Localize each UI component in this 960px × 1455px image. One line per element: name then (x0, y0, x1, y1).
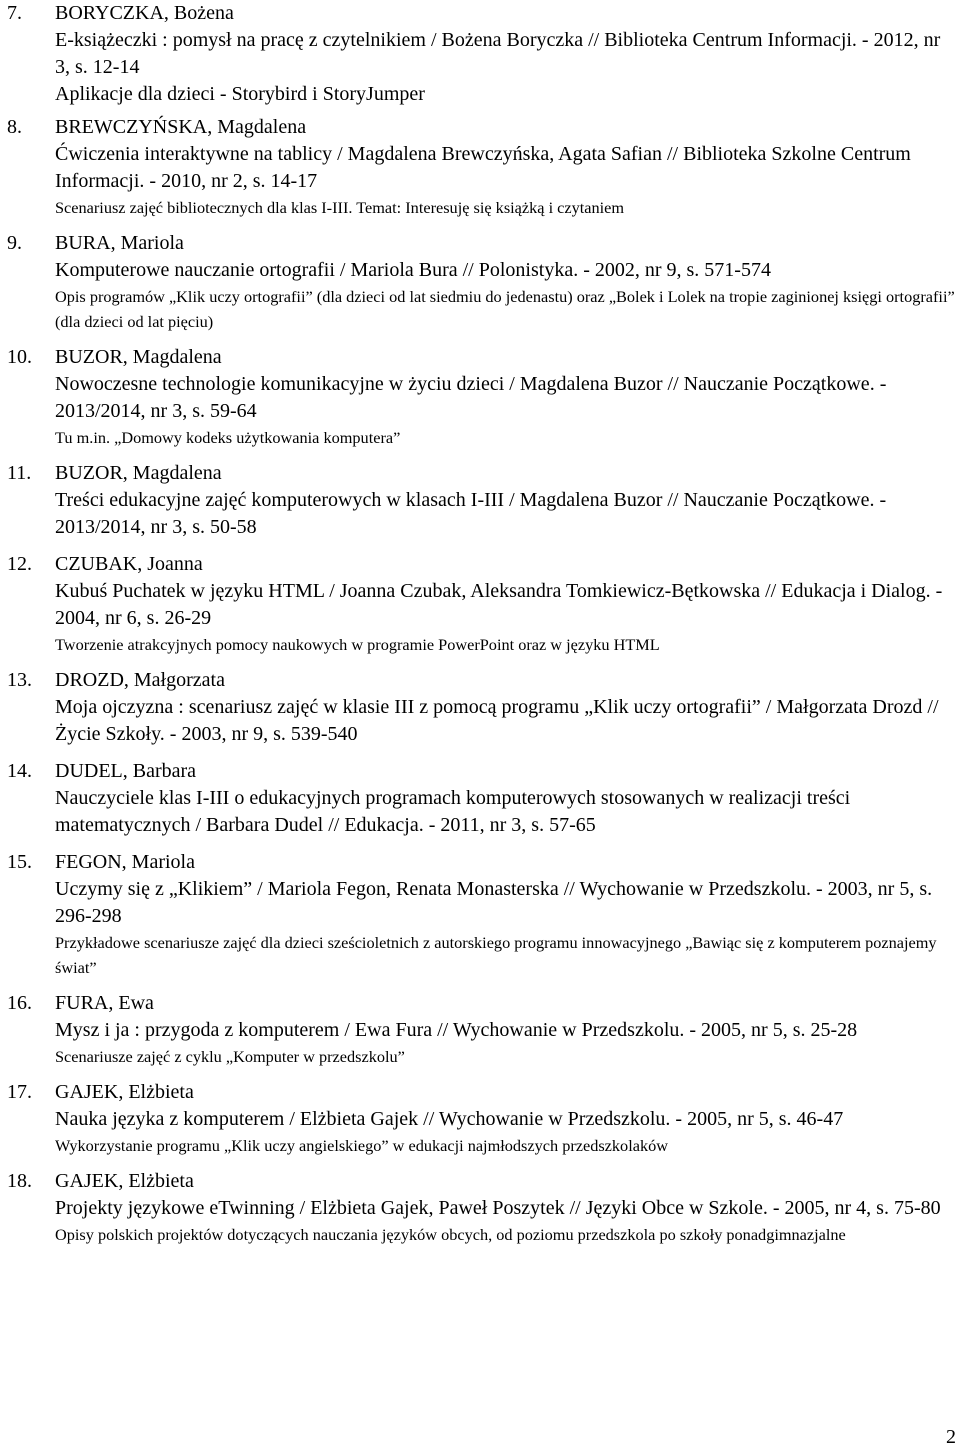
bibliography-entry (0, 551, 960, 657)
entry-author: BUZOR, Magdalena (55, 462, 222, 484)
bibliography-entry (0, 1168, 960, 1247)
entry-author: BREWCZYŃSKA, Magdalena (55, 116, 307, 138)
entry-citation: Nowoczesne technologie komunikacyjne w życiu dzieci / Magdalena Buzor // Nauczanie Początkowe. - 2013/2014, nr 3, s. 59-64 (55, 373, 887, 422)
entry-citation: Komputerowe nauczanie ortografii / Mariola Bura // Polonistyka. - 2002, nr 9, s. 571-574 (55, 259, 771, 281)
entry-note: Tu m.in. „Domowy kodeks użytkowania komputera” (55, 428, 401, 447)
entry-note: Aplikacje dla dzieci - Storybird i StoryJumper (55, 83, 425, 105)
entry-citation: Ćwiczenia interaktywne na tablicy / Magdalena Brewczyńska, Agata Safian // Biblioteka Szkolne Centrum Informacji. - 2010, nr 2, s. 14-17 (55, 143, 911, 192)
entry-author: BURA, Mariola (55, 232, 184, 254)
entry-author: GAJEK, Elżbieta (55, 1081, 194, 1103)
bibliography-entry (0, 849, 960, 980)
entry-number: 14. (7, 760, 32, 782)
bibliography-entry (0, 114, 960, 220)
entry-number: 7. (7, 2, 22, 24)
entry-number: 11. (7, 462, 32, 484)
entry-citation: Projekty językowe eTwinning / Elżbieta Gajek, Paweł Poszytek // Języki Obce w Szkole. - 2005, nr 4, s. 75-80 (55, 1197, 941, 1219)
entry-author: DUDEL, Barbara (55, 760, 197, 782)
entry-number: 12. (7, 553, 32, 575)
entry-number: 13. (7, 669, 32, 691)
entry-number: 18. (7, 1170, 32, 1192)
entry-number: 9. (7, 232, 22, 254)
entry-author: BUZOR, Magdalena (55, 346, 222, 368)
entry-note: Przykładowe scenariusze zajęć dla dzieci sześcioletnich z autorskiego programu innowacyjnego „Bawiąc się z komputerem poznajemy świat” (55, 933, 937, 977)
bibliography-entry (0, 0, 960, 108)
entry-note: Opis programów „Klik uczy ortografii” (dla dzieci od lat siedmiu do jedenastu) oraz „Bolek i Lolek na tropie zaginionej księgi ortografii” (dla dzieci od lat pięciu) (55, 287, 955, 331)
bibliography-entry (0, 344, 960, 450)
entry-author: DROZD, Małgorzata (55, 669, 225, 691)
entry-author: GAJEK, Elżbieta (55, 1170, 194, 1192)
bibliography-entry (0, 460, 960, 541)
entry-citation: Nauczyciele klas I-III o edukacyjnych programach komputerowych stosowanych w realizacji treści matematycznych / Barbara Dudel // Edukacja. - 2011, nr 3, s. 57-65 (55, 787, 851, 836)
entry-author: CZUBAK, Joanna (55, 553, 203, 575)
entry-number: 16. (7, 992, 32, 1014)
page-number: 2 (946, 1426, 956, 1448)
entry-number: 10. (7, 346, 32, 368)
bibliography-entry (0, 758, 960, 839)
entry-note: Tworzenie atrakcyjnych pomocy naukowych w programie PowerPoint oraz w języku HTML (55, 635, 660, 654)
entry-note: Wykorzystanie programu „Klik uczy angielskiego” w edukacji najmłodszych przedszkolaków (55, 1136, 668, 1155)
bibliography-entry (0, 990, 960, 1069)
entry-author: FEGON, Mariola (55, 851, 195, 873)
entry-citation: Treści edukacyjne zajęć komputerowych w klasach I-III / Magdalena Buzor // Nauczanie Początkowe. - 2013/2014, nr 3, s. 50-58 (55, 489, 887, 538)
bibliography-entry (0, 667, 960, 748)
entry-note: Opisy polskich projektów dotyczących nauczania języków obcych, od poziomu przedszkola po szkoły ponadgimnazjalne (55, 1225, 846, 1244)
entry-citation: Moja ojczyzna : scenariusz zajęć w klasie III z pomocą programu „Klik uczy ortografii” / Małgorzata Drozd // Życie Szkoły. - 2003, nr 9, s. 539-540 (55, 696, 939, 745)
entry-number: 15. (7, 851, 32, 873)
entry-citation: Mysz i ja : przygoda z komputerem / Ewa Fura // Wychowanie w Przedszkolu. - 2005, nr 5, s. 25-28 (55, 1019, 858, 1041)
entry-citation: E-książeczki : pomysł na pracę z czytelnikiem / Bożena Boryczka // Biblioteka Centrum Informacji. - 2012, nr 3, s. 12-14 (55, 29, 941, 78)
entry-citation: Kubuś Puchatek w języku HTML / Joanna Czubak, Aleksandra Tomkiewicz-Bętkowska // Edukacja i Dialog. - 2004, nr 6, s. 26-29 (55, 580, 943, 629)
entry-number: 17. (7, 1081, 32, 1103)
entry-citation: Uczymy się z „Klikiem” / Mariola Fegon, Renata Monasterska // Wychowanie w Przedszkolu. - 2003, nr 5, s. 296-298 (55, 878, 933, 927)
bibliography-entry (0, 1079, 960, 1158)
entry-note: Scenariusz zajęć bibliotecznych dla klas I-III. Temat: Interesuję się książką i czytaniem (55, 198, 625, 217)
entry-note: Scenariusze zajęć z cyklu „Komputer w przedszkolu” (55, 1047, 405, 1066)
entry-citation: Nauka języka z komputerem / Elżbieta Gajek // Wychowanie w Przedszkolu. - 2005, nr 5, s. 46-47 (55, 1108, 844, 1130)
entry-author: BORYCZKA, Bożena (55, 2, 234, 24)
entry-author: FURA, Ewa (55, 992, 154, 1014)
bibliography-entry (0, 230, 960, 334)
entry-number: 8. (7, 116, 22, 138)
